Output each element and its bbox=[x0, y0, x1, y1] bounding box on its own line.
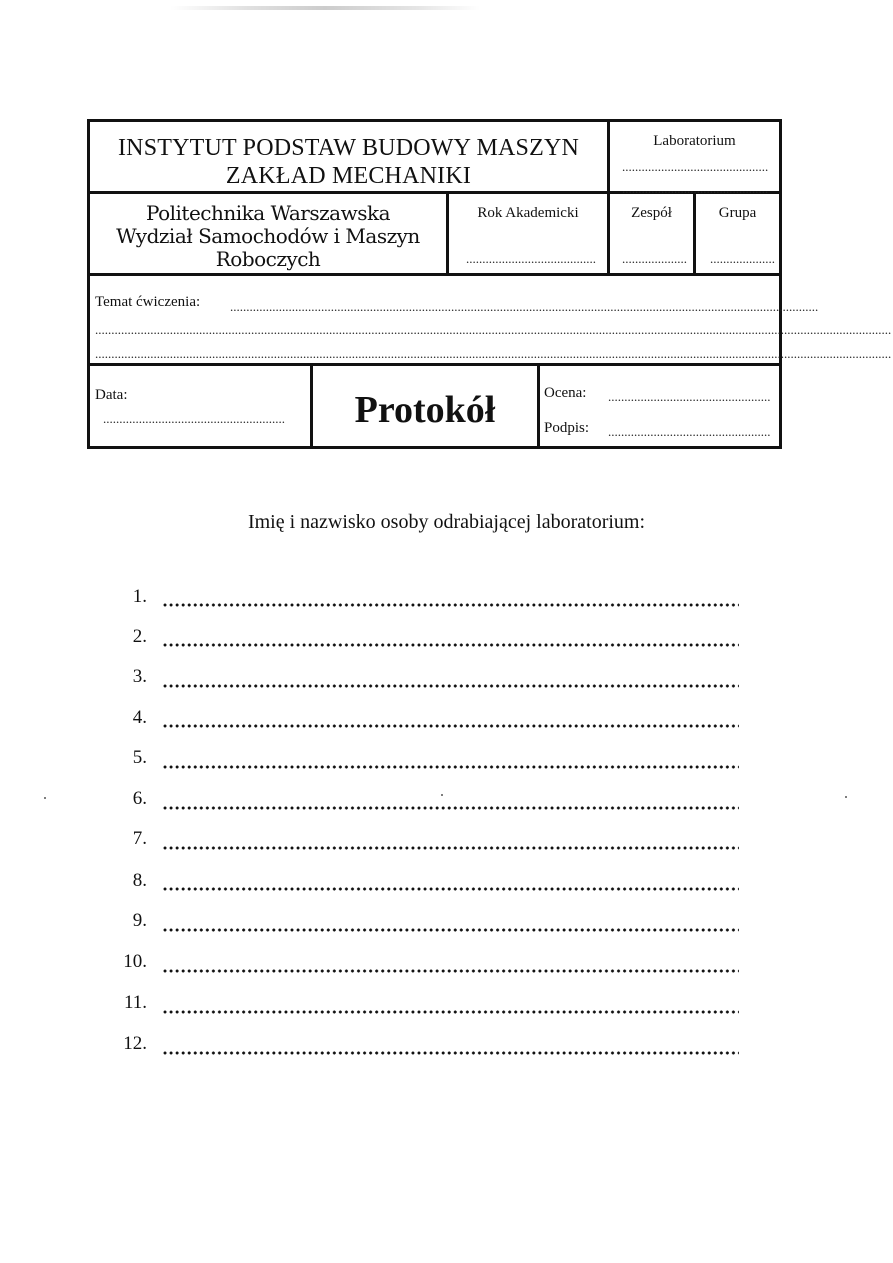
university-line: Wydział Samochodów i Maszyn bbox=[116, 224, 420, 248]
list-item-number: 9. bbox=[132, 910, 147, 931]
list-item-dots[interactable] bbox=[162, 1046, 739, 1060]
list-item-dots[interactable] bbox=[162, 638, 739, 652]
list-item-dots[interactable] bbox=[162, 760, 739, 774]
date-label: Data: bbox=[95, 387, 128, 403]
divider bbox=[90, 363, 779, 366]
name-list-caption: Imię i nazwisko osoby odrabiającej laboratorium: bbox=[247, 511, 646, 533]
list-item-number: 5. bbox=[132, 747, 147, 768]
list-item-dots[interactable] bbox=[162, 841, 739, 855]
grade-dots[interactable]: .................................................. bbox=[608, 389, 771, 404]
team-dots[interactable]: .................... bbox=[622, 251, 687, 266]
signature-label: Podpis: bbox=[544, 420, 590, 436]
group-label: Grupa bbox=[718, 205, 757, 221]
institute-name: INSTYTUT PODSTAW BUDOWY MASZYN bbox=[117, 135, 580, 161]
list-item-number: 11. bbox=[123, 992, 147, 1013]
list-item-number: 7. bbox=[132, 828, 147, 849]
list-item-dots[interactable] bbox=[162, 679, 739, 693]
list-item-number: 10. bbox=[123, 951, 147, 972]
grade-label: Ocena: bbox=[544, 385, 587, 401]
scan-speck bbox=[441, 794, 443, 796]
list-item-dots[interactable] bbox=[162, 882, 739, 896]
academic-year-dots[interactable]: ........................................ bbox=[466, 251, 596, 266]
team-label: Zespół bbox=[631, 205, 672, 221]
laboratory-dots[interactable]: ............................................. bbox=[622, 159, 769, 174]
list-item-dots[interactable] bbox=[162, 598, 739, 612]
list-item-number: 2. bbox=[132, 626, 147, 647]
list-item-dots[interactable] bbox=[162, 1005, 739, 1019]
scan-speck bbox=[44, 797, 46, 799]
list-item-dots[interactable] bbox=[162, 964, 739, 978]
topic-label: Temat ćwiczenia: bbox=[95, 294, 201, 310]
list-item-number: 12. bbox=[123, 1033, 147, 1054]
date-dots[interactable]: ........................................................ bbox=[103, 411, 285, 426]
list-item-dots[interactable] bbox=[162, 801, 739, 815]
topic-dots[interactable]: ..................................................................................................................................................................................................................................................... bbox=[95, 322, 892, 337]
topic-dots[interactable]: ..................................................................................................................................................................................... bbox=[230, 299, 819, 314]
page-title: Protokół bbox=[354, 389, 496, 431]
divider bbox=[537, 364, 540, 448]
university-block bbox=[90, 202, 446, 271]
list-item-dots[interactable] bbox=[162, 719, 739, 733]
academic-year-label: Rok Akademicki bbox=[477, 205, 579, 221]
laboratory-cell bbox=[610, 132, 779, 150]
scan-artifact bbox=[170, 6, 480, 10]
list-item-dots[interactable] bbox=[162, 923, 739, 937]
laboratory-label: Laboratorium bbox=[653, 133, 736, 149]
topic-dots[interactable]: ..................................................................................................................................................................................................................................................... bbox=[95, 346, 892, 361]
list-item-number: 8. bbox=[132, 870, 147, 891]
scan-speck bbox=[845, 796, 847, 798]
institute-block bbox=[90, 134, 607, 190]
signature-dots[interactable]: .................................................. bbox=[608, 424, 771, 439]
list-item-number: 4. bbox=[132, 707, 147, 728]
university-line: Politechnika Warszawska bbox=[145, 201, 391, 225]
list-item-number: 6. bbox=[132, 788, 147, 809]
list-item-number: 3. bbox=[132, 666, 147, 687]
department-name: ZAKŁAD MECHANIKI bbox=[225, 163, 472, 189]
list-item-number: 1. bbox=[132, 586, 147, 607]
university-line: Roboczych bbox=[215, 247, 321, 271]
group-dots[interactable]: .................... bbox=[710, 251, 775, 266]
header-table bbox=[87, 119, 892, 449]
divider bbox=[90, 273, 779, 276]
laboratory-dots[interactable]: ............................................. bbox=[622, 181, 769, 196]
